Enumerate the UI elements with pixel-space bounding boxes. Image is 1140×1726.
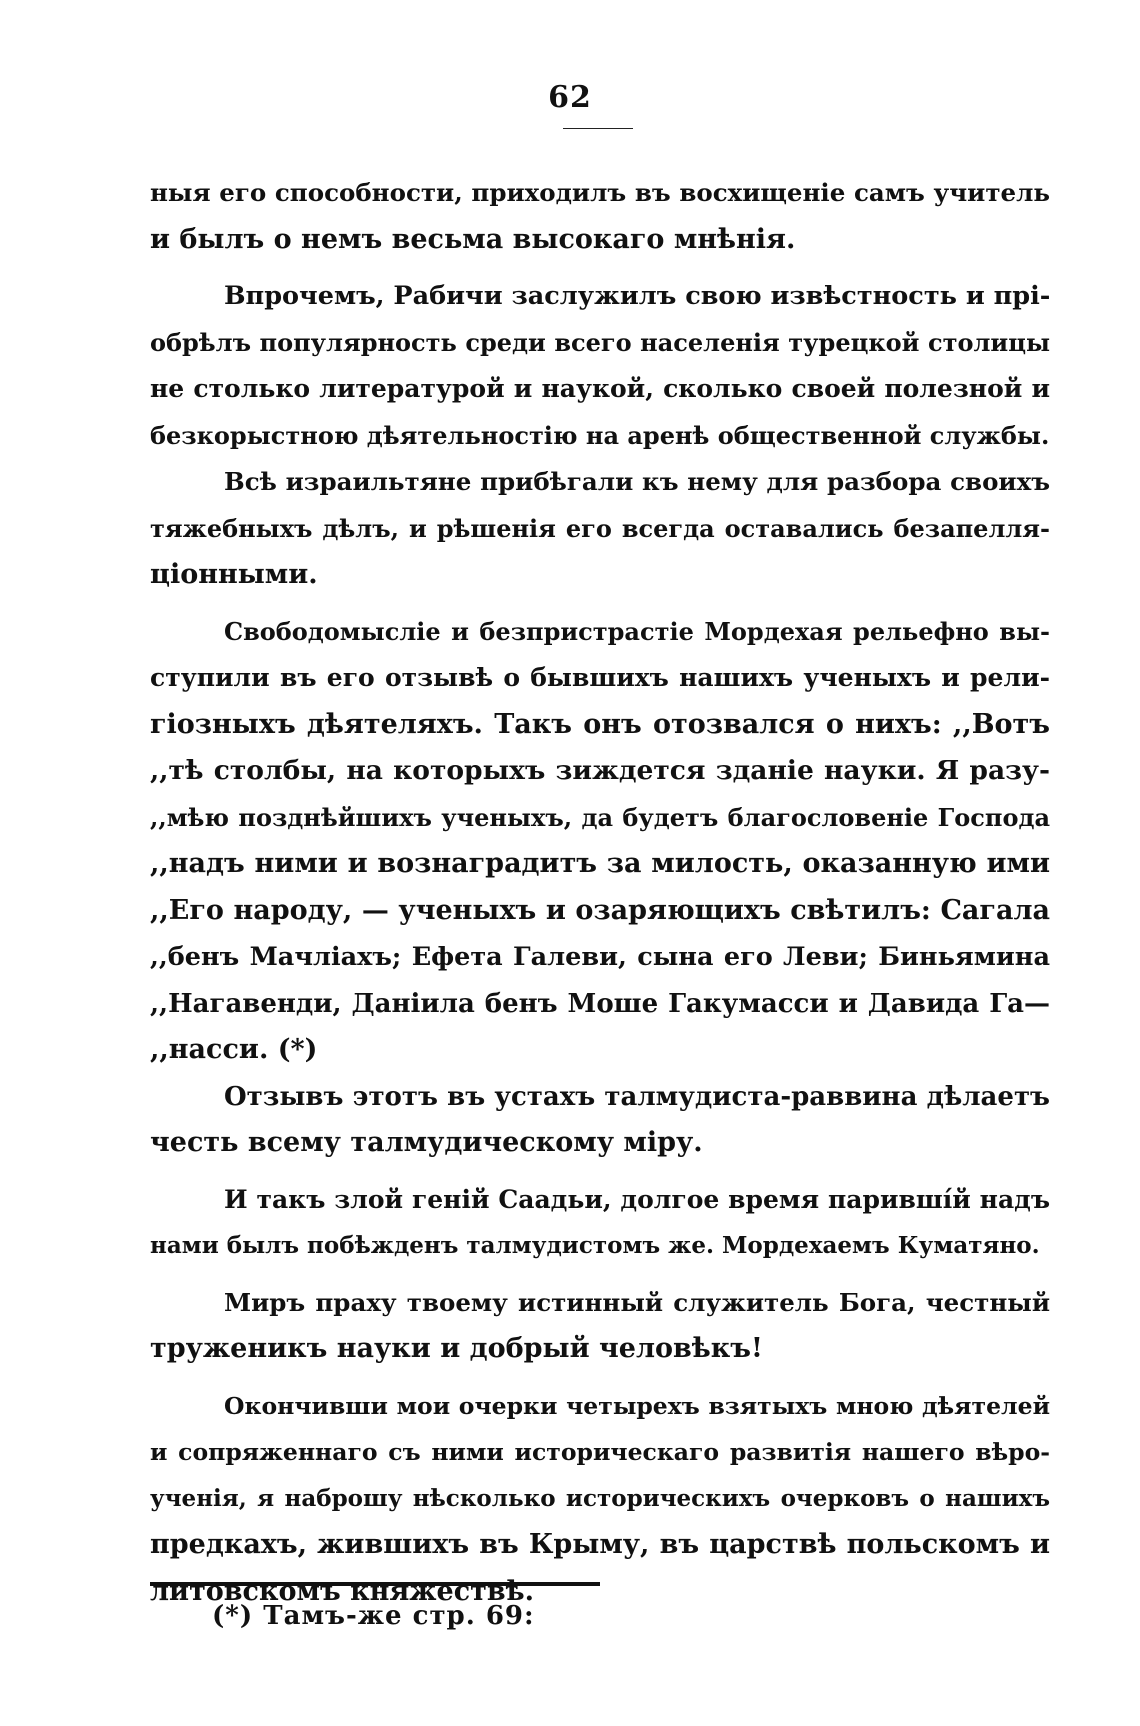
text-line: безкорыстною дѣятельностію на аренѣ общественной службы.	[150, 420, 1050, 450]
text-line: ,,мѣю позднѣйшихъ ученыхъ, да будетъ благословеніе Господа	[150, 802, 1050, 832]
paragraph	[150, 273, 1050, 459]
text-line: литовскомъ княжествѣ.	[150, 1575, 535, 1607]
paragraph	[150, 170, 1050, 263]
text-line: ученія, я наброшу нѣсколько историческихъ очерковъ о нашихъ	[150, 1484, 1050, 1512]
footnote: (*) Тамъ-же стр. 69:	[212, 1601, 535, 1631]
text-line: Свободомысліе и безпристрастіе Мордехая рельефно вы-	[224, 616, 1050, 646]
text-line: ,,Нагавенди, Даніила бенъ Моше Гакумасси и Давида Га—	[150, 988, 1050, 1019]
paragraph	[150, 1280, 1050, 1373]
text-line: ,,бенъ Мачліахъ; Ефета Галеви, сына его Леви; Биньямина	[150, 942, 1050, 972]
page-number: 62	[548, 80, 592, 115]
text-line: обрѣлъ популярность среди всего населенія турецкой столицы	[150, 327, 1050, 357]
text-line: не столько литературой и наукой, сколько своей полезной и	[150, 374, 1050, 403]
text-line: и былъ о немъ весьма высокаго мнѣнія.	[150, 223, 796, 255]
text-line: Впрочемъ, Рабичи заслужилъ свою извѣстность и прі-	[224, 281, 1050, 311]
text-line: труженикъ науки и добрый человѣкъ!	[150, 1333, 763, 1364]
paragraph	[150, 1074, 1050, 1167]
text-line: ціонными.	[150, 559, 318, 590]
paragraph	[150, 1383, 1050, 1616]
text-line: ,,Его народу, — ученыхъ и озаряющихъ свѣтилъ: Сагала	[150, 894, 1050, 926]
text-line: нами былъ побѣжденъ талмудистомъ же. Мордехаемъ Куматяно.	[150, 1232, 1040, 1259]
paragraph	[150, 459, 1050, 599]
text-line: Миръ праху твоему истинный служитель Бога, честный	[224, 1287, 1050, 1317]
text-line: предкахъ, жившихъ въ Крыму, въ царствѣ польскомъ и	[150, 1529, 1050, 1560]
text-line: ,,насси. (*)	[150, 1034, 318, 1065]
text-line: Всѣ израильтяне прибѣгали къ нему для разбора своихъ	[224, 467, 1050, 496]
text-line: ,,надъ ними и вознаградитъ за милость, оказанную ими	[150, 848, 1050, 879]
paragraph	[150, 1177, 1050, 1270]
text-line: И такъ злой геній Саадьи, долгое время паривші́й надъ	[224, 1184, 1050, 1214]
text-line: честь всему талмудическому міру.	[150, 1127, 703, 1158]
text-line: тяжебныхъ дѣлъ, и рѣшенія его всегда оставались безапелля-	[150, 513, 1050, 543]
text-line: и сопряженнаго съ ними историческаго развитія нашего вѣро-	[150, 1438, 1050, 1466]
text-line: ступили въ его отзывѣ о бывшихъ нашихъ ученыхъ и рели-	[150, 663, 1050, 692]
paragraph	[150, 609, 1050, 1074]
text-line: Отзывъ этотъ въ устахъ талмудиста-раввина дѣлаетъ	[224, 1081, 1050, 1112]
text-line: ,,тѣ столбы, на которыхъ зиждется зданіе науки. Я разу-	[150, 755, 1050, 786]
text-line: ныя его способности, приходилъ въ восхищеніе самъ учитель	[150, 178, 1050, 207]
text-line: Окончивши мои очерки четырехъ взятыхъ мною дѣятелей	[224, 1391, 1050, 1420]
text-line: гіозныхъ дѣятеляхъ. Такъ онъ отозвался о нихъ: ,,Вотъ	[150, 708, 1050, 740]
body-text	[150, 170, 1050, 1615]
page-number-rule	[563, 128, 633, 129]
footnote-rule	[150, 1582, 600, 1586]
